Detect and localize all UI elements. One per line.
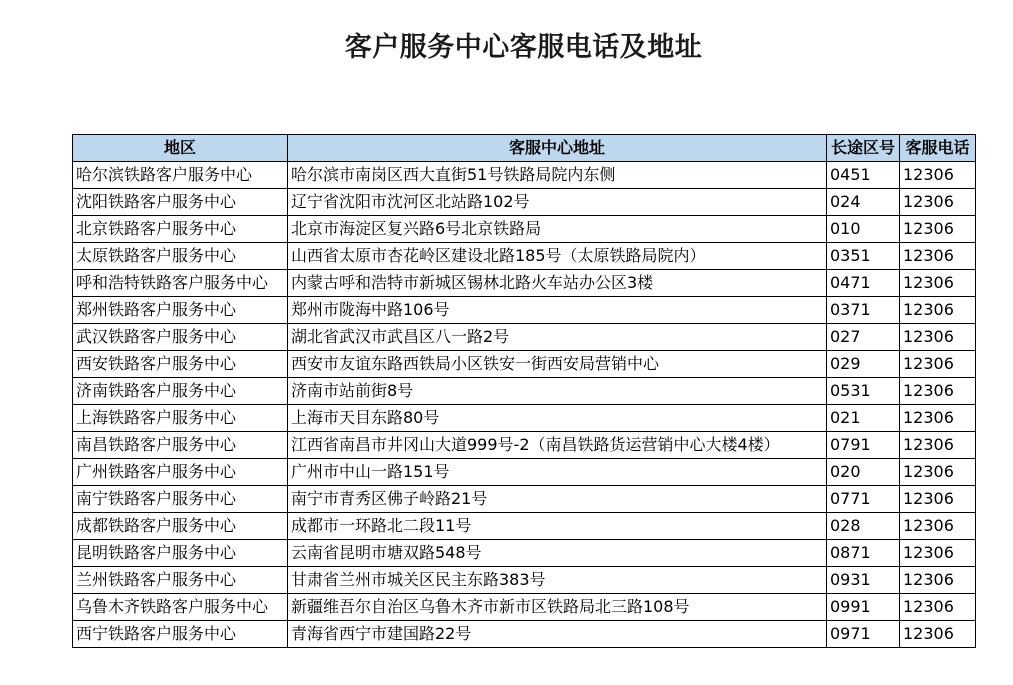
cell-region: 哈尔滨铁路客户服务中心: [73, 162, 288, 189]
cell-address: 广州市中山一路151号: [288, 459, 827, 486]
cell-area-code: 021: [827, 405, 900, 432]
cell-area-code: 0931: [827, 567, 900, 594]
cell-phone: 12306: [900, 216, 976, 243]
cell-region: 北京铁路客户服务中心: [73, 216, 288, 243]
cell-address: 郑州市陇海中路106号: [288, 297, 827, 324]
table-row: [73, 621, 976, 648]
cell-region: 上海铁路客户服务中心: [73, 405, 288, 432]
cell-phone: 12306: [900, 297, 976, 324]
service-center-table: [72, 134, 976, 648]
header-area-code: 长途区号: [827, 135, 900, 162]
cell-area-code: 0371: [827, 297, 900, 324]
table-row: [73, 297, 976, 324]
cell-region: 郑州铁路客户服务中心: [73, 297, 288, 324]
cell-area-code: 0771: [827, 486, 900, 513]
cell-area-code: 0791: [827, 432, 900, 459]
cell-address: 内蒙古呼和浩特市新城区锡林北路火车站办公区3楼: [288, 270, 827, 297]
cell-address: 湖北省武汉市武昌区八一路2号: [288, 324, 827, 351]
table-row: [73, 513, 976, 540]
cell-region: 南昌铁路客户服务中心: [73, 432, 288, 459]
cell-area-code: 0971: [827, 621, 900, 648]
cell-address: 西安市友谊东路西铁局小区铁安一街西安局营销中心: [288, 351, 827, 378]
table-row: [73, 162, 976, 189]
table-row: [73, 432, 976, 459]
cell-region: 武汉铁路客户服务中心: [73, 324, 288, 351]
cell-area-code: 0871: [827, 540, 900, 567]
header-region: 地区: [73, 135, 288, 162]
header-row: [73, 135, 976, 162]
cell-phone: 12306: [900, 567, 976, 594]
cell-phone: 12306: [900, 243, 976, 270]
cell-address: 新疆维吾尔自治区乌鲁木齐市新市区铁路局北三路108号: [288, 594, 827, 621]
cell-area-code: 0991: [827, 594, 900, 621]
cell-area-code: 029: [827, 351, 900, 378]
cell-area-code: 0471: [827, 270, 900, 297]
page-title: 客户服务中心客服电话及地址: [344, 32, 703, 63]
table-row: [73, 540, 976, 567]
cell-address: 北京市海淀区复兴路6号北京铁路局: [288, 216, 827, 243]
cell-phone: 12306: [900, 324, 976, 351]
cell-address: 济南市站前街8号: [288, 378, 827, 405]
cell-phone: 12306: [900, 189, 976, 216]
cell-phone: 12306: [900, 351, 976, 378]
cell-area-code: 0351: [827, 243, 900, 270]
cell-region: 西宁铁路客户服务中心: [73, 621, 288, 648]
cell-region: 成都铁路客户服务中心: [73, 513, 288, 540]
cell-area-code: 0531: [827, 378, 900, 405]
cell-phone: 12306: [900, 459, 976, 486]
table-header: [73, 135, 976, 162]
cell-phone: 12306: [900, 540, 976, 567]
cell-region: 太原铁路客户服务中心: [73, 243, 288, 270]
cell-region: 乌鲁木齐铁路客户服务中心: [73, 594, 288, 621]
table-body: [73, 162, 976, 648]
cell-region: 沈阳铁路客户服务中心: [73, 189, 288, 216]
cell-address: 甘肃省兰州市城关区民主东路383号: [288, 567, 827, 594]
cell-phone: 12306: [900, 162, 976, 189]
header-phone: 客服电话: [900, 135, 976, 162]
table-row: [73, 405, 976, 432]
cell-phone: 12306: [900, 486, 976, 513]
cell-region: 济南铁路客户服务中心: [73, 378, 288, 405]
cell-area-code: 0451: [827, 162, 900, 189]
table-row: [73, 378, 976, 405]
cell-address: 成都市一环路北二段11号: [288, 513, 827, 540]
cell-region: 西安铁路客户服务中心: [73, 351, 288, 378]
cell-area-code: 027: [827, 324, 900, 351]
cell-address: 南宁市青秀区佛子岭路21号: [288, 486, 827, 513]
cell-phone: 12306: [900, 621, 976, 648]
table-row: [73, 243, 976, 270]
header-address: 客服中心地址: [288, 135, 827, 162]
table-row: [73, 486, 976, 513]
cell-phone: 12306: [900, 513, 976, 540]
cell-address: 哈尔滨市南岗区西大直街51号铁路局院内东侧: [288, 162, 827, 189]
table-row: [73, 270, 976, 297]
cell-area-code: 024: [827, 189, 900, 216]
table-row: [73, 216, 976, 243]
cell-address: 上海市天目东路80号: [288, 405, 827, 432]
cell-address: 辽宁省沈阳市沈河区北站路102号: [288, 189, 827, 216]
table-row: [73, 459, 976, 486]
cell-area-code: 020: [827, 459, 900, 486]
table-row: [73, 567, 976, 594]
cell-region: 昆明铁路客户服务中心: [73, 540, 288, 567]
cell-region: 呼和浩特铁路客户服务中心: [73, 270, 288, 297]
cell-phone: 12306: [900, 405, 976, 432]
cell-address: 江西省南昌市井冈山大道999号-2（南昌铁路货运营销中心大楼4楼）: [288, 432, 827, 459]
cell-phone: 12306: [900, 270, 976, 297]
cell-region: 兰州铁路客户服务中心: [73, 567, 288, 594]
cell-phone: 12306: [900, 594, 976, 621]
cell-address: 山西省太原市杏花岭区建设北路185号（太原铁路局院内）: [288, 243, 827, 270]
table-row: [73, 324, 976, 351]
cell-region: 广州铁路客户服务中心: [73, 459, 288, 486]
cell-address: 云南省昆明市塘双路548号: [288, 540, 827, 567]
cell-address: 青海省西宁市建国路22号: [288, 621, 827, 648]
cell-phone: 12306: [900, 432, 976, 459]
cell-region: 南宁铁路客户服务中心: [73, 486, 288, 513]
cell-area-code: 010: [827, 216, 900, 243]
cell-area-code: 028: [827, 513, 900, 540]
table-row: [73, 351, 976, 378]
table-row: [73, 189, 976, 216]
table-row: [73, 594, 976, 621]
cell-phone: 12306: [900, 378, 976, 405]
